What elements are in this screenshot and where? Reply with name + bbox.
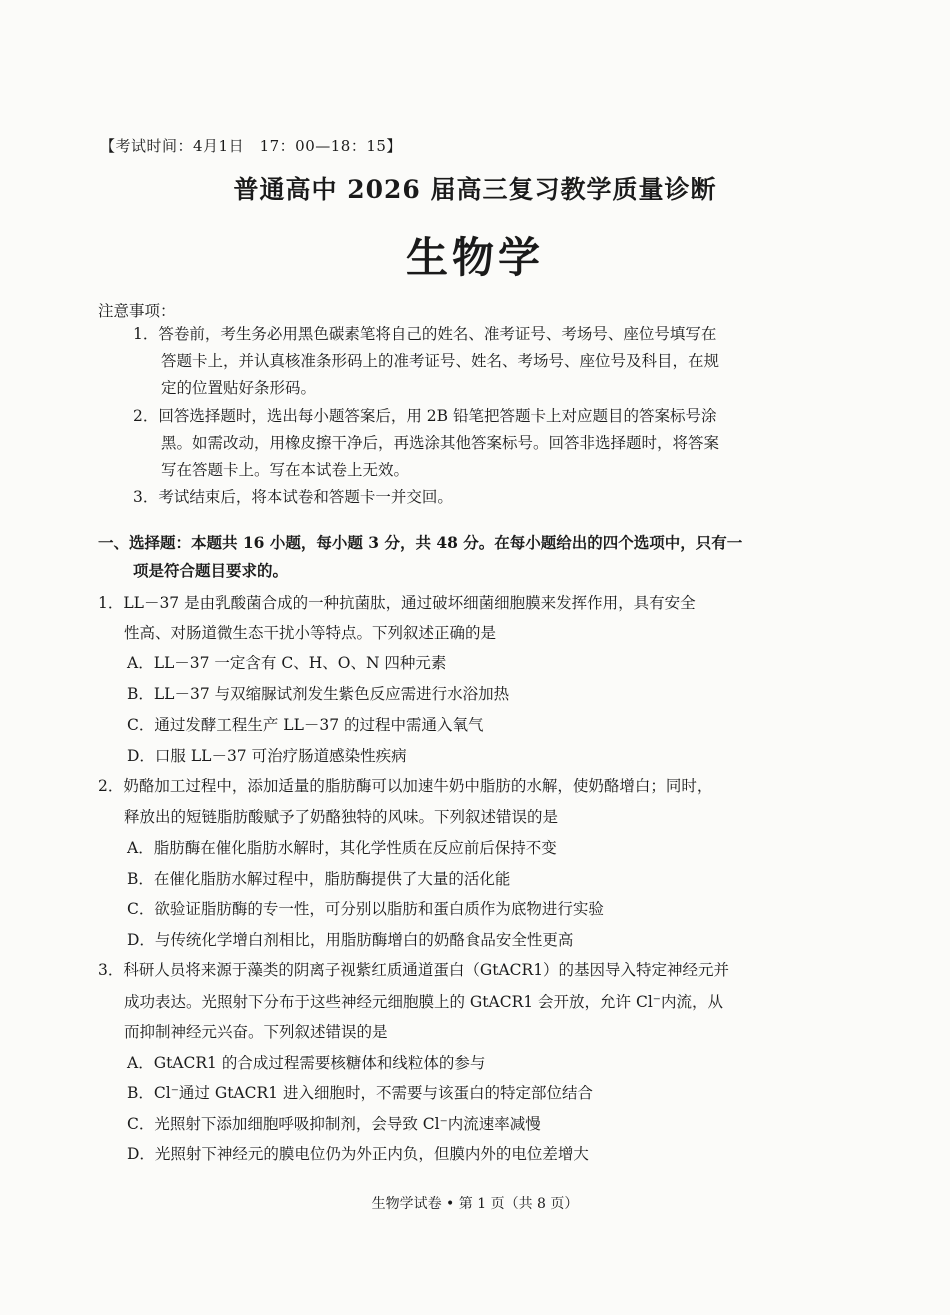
question-stem: 释放出的短链脂肪酸赋予了奶酪独特的风味。下列叙述错误的是 bbox=[124, 808, 559, 826]
note-line: 定的位置贴好条形码。 bbox=[161, 379, 317, 397]
note-line: 2．回答选择题时，选出每小题答案后，用 2B 铅笔把答题卡上对应题目的答案标号涂 bbox=[133, 407, 717, 425]
question-stem: 成功表达。光照射下分布于这些神经元细胞膜上的 GtACR1 会开放，允许 Cl⁻内流，从 bbox=[124, 993, 723, 1011]
question-stem: 1．LL－37 是由乳酸菌合成的一种抗菌肽，通过破坏细菌细胞膜来发挥作用，具有安全 bbox=[98, 594, 696, 612]
question-stem: 3．科研人员将来源于藻类的阴离子视紫红质通道蛋白（GtACR1）的基因导入特定神经元并 bbox=[98, 961, 730, 979]
option-b: B．在催化脂肪水解过程中，脂肪酶提供了大量的活化能 bbox=[127, 870, 511, 888]
option-c: C．光照射下添加细胞呼吸抑制剂，会导致 Cl⁻内流速率减慢 bbox=[127, 1115, 541, 1133]
note-line: 1．答卷前，考生务必用黑色碳素笔将自己的姓名、准考证号、考场号、座位号填写在 bbox=[133, 325, 717, 343]
option-b: B．Cl⁻通过 GtACR1 进入细胞时，不需要与该蛋白的特定部位结合 bbox=[127, 1084, 593, 1102]
note-line: 3．考试结束后，将本试卷和答题卡一并交回。 bbox=[133, 488, 453, 506]
option-a: A．LL－37 一定含有 C、H、O、N 四种元素 bbox=[127, 654, 447, 672]
section-heading-line: 一、选择题：本题共 16 小题，每小题 3 分，共 48 分。在每小题给出的四个选项中，只有一 bbox=[98, 533, 743, 552]
page-footer: 生物学试卷 • 第 1 页（共 8 页） bbox=[371, 1196, 579, 1212]
option-d: D．与传统化学增白剂相比，用脂肪酶增白的奶酪食品安全性更高 bbox=[127, 931, 574, 949]
option-d: D．光照射下神经元的膜电位仍为外正内负，但膜内外的电位差增大 bbox=[127, 1145, 589, 1163]
option-a: A．GtACR1 的合成过程需要核糖体和线粒体的参与 bbox=[127, 1054, 486, 1072]
exam-time: 【考试时间：4月1日 17：00—18：15】 bbox=[100, 137, 402, 155]
question-stem: 性高、对肠道微生态干扰小等特点。下列叙述正确的是 bbox=[124, 624, 497, 642]
option-b: B．LL－37 与双缩脲试剂发生紫色反应需进行水浴加热 bbox=[127, 685, 510, 703]
question-stem: 2．奶酪加工过程中，添加适量的脂肪酶可以加速牛奶中脂肪的水解，使奶酪增白；同时， bbox=[98, 777, 713, 795]
note-line: 答题卡上，并认真核准条形码上的准考证号、姓名、考场号、座位号及科目，在规 bbox=[161, 352, 720, 370]
option-d: D．口服 LL－37 可治疗肠道感染性疾病 bbox=[127, 747, 407, 765]
option-c: C．通过发酵工程生产 LL－37 的过程中需通入氧气 bbox=[127, 716, 484, 734]
question-stem: 而抑制神经元兴奋。下列叙述错误的是 bbox=[124, 1023, 388, 1041]
note-line: 写在答题卡上。写在本试卷上无效。 bbox=[161, 461, 410, 479]
exam-subtitle: 普通高中 2026 届高三复习教学质量诊断 bbox=[233, 175, 717, 204]
option-c: C．欲验证脂肪酶的专一性，可分别以脂肪和蛋白质作为底物进行实验 bbox=[127, 900, 604, 918]
notes-heading: 注意事项： bbox=[98, 302, 176, 320]
note-line: 黑。如需改动，用橡皮擦干净后，再选涂其他答案标号。回答非选择题时，将答案 bbox=[161, 434, 720, 452]
option-a: A．脂肪酶在催化脂肪水解时，其化学性质在反应前后保持不变 bbox=[127, 839, 557, 857]
section-heading-line: 项是符合题目要求的。 bbox=[133, 561, 289, 580]
subject-title: 生物学 bbox=[405, 233, 544, 282]
